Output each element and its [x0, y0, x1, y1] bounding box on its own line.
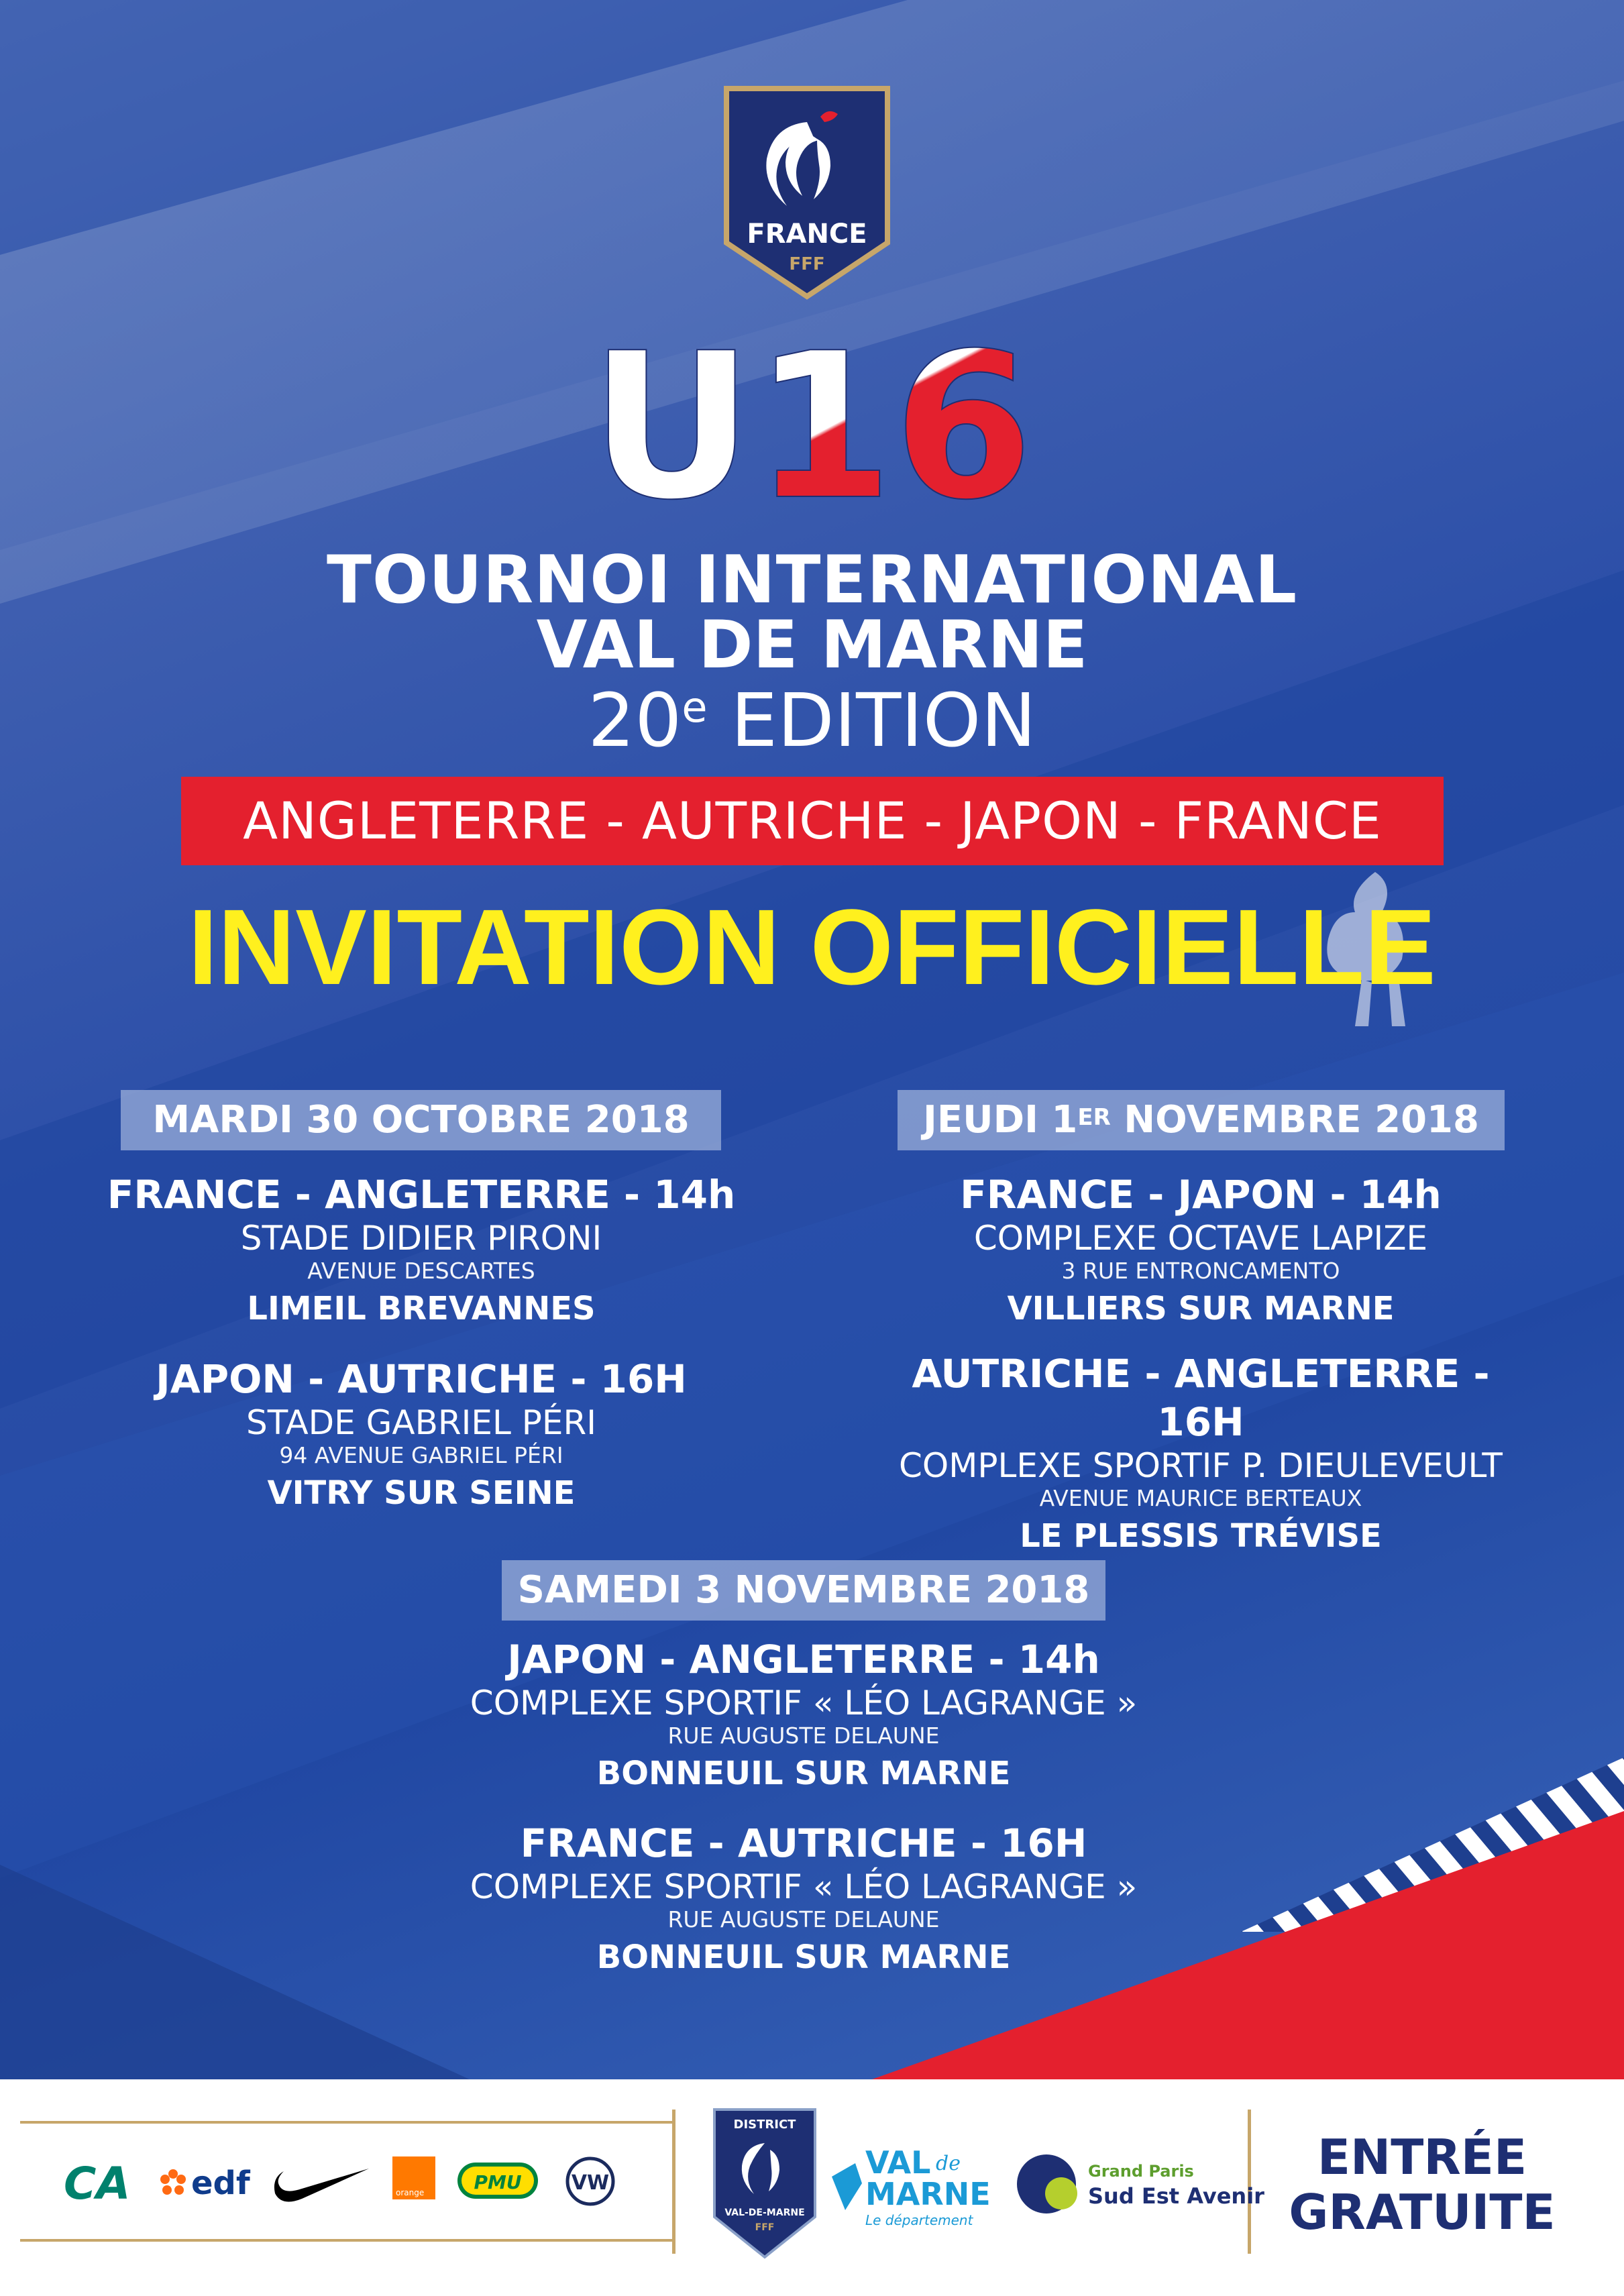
- match-city: LE PLESSIS TRÉVISE: [1020, 1517, 1382, 1555]
- match-name: FRANCE - AUTRICHE - 16H: [520, 1820, 1087, 1866]
- blue-corner: [0, 1865, 470, 2079]
- match-address: AVENUE DESCARTES: [307, 1258, 535, 1284]
- edition-label: [0, 677, 1624, 763]
- match-day3-1: [468, 1635, 1139, 1798]
- svg-text:VAL: VAL: [865, 2144, 931, 2181]
- svg-text:VAL-DE-MARNE: VAL-DE-MARNE: [724, 2207, 805, 2218]
- edf-flower-icon: [160, 2169, 186, 2195]
- date-day2-sup: ER: [1077, 1104, 1111, 1131]
- match-address: AVENUE MAURICE BERTEAUX: [1039, 1485, 1362, 1511]
- district-crest-logo: [708, 2103, 822, 2264]
- val-de-marne-logo: [828, 2136, 1003, 2237]
- match-day1-2: [86, 1355, 757, 1517]
- divider-2: [1248, 2110, 1251, 2254]
- svg-text:Grand Paris: Grand Paris: [1088, 2162, 1194, 2181]
- match-city: VILLIERS SUR MARNE: [1007, 1290, 1395, 1327]
- orange-logo: [392, 2156, 439, 2210]
- invitation-heading: INVITATION OFFICIELLE: [188, 887, 1436, 1007]
- edf-logo: [154, 2156, 262, 2210]
- match-name: AUTRICHE - ANGLETERRE - 16H: [912, 1351, 1490, 1445]
- svg-text:DISTRICT: DISTRICT: [733, 2118, 796, 2132]
- free-entry-label: [1275, 2130, 1570, 2240]
- svg-text:de: de: [936, 2152, 961, 2175]
- val-de-marne-shape-icon: [832, 2163, 862, 2210]
- match-city: LIMEIL BREVANNES: [247, 1290, 596, 1327]
- match-day3-2: [468, 1819, 1139, 1981]
- svg-text:Le département: Le département: [865, 2212, 973, 2228]
- entree-line2: GRATUITE: [1289, 2184, 1556, 2240]
- match-venue: STADE DIDIER PIRONI: [240, 1219, 602, 1258]
- date-tab-day1: [121, 1090, 721, 1150]
- pmu-logo: [456, 2158, 550, 2205]
- date-tab-day2: [898, 1090, 1505, 1150]
- match-venue: STADE GABRIEL PÉRI: [246, 1403, 596, 1442]
- match-day2-2: [865, 1350, 1536, 1560]
- fff-crest-logo: [706, 75, 908, 303]
- volkswagen-logo: [563, 2154, 617, 2208]
- match-name: FRANCE - JAPON - 14h: [960, 1172, 1442, 1217]
- edition-word: EDITION: [707, 677, 1036, 763]
- credit-agricole-logo: [57, 2153, 138, 2213]
- match-venue: COMPLEXE OCTAVE LAPIZE: [973, 1219, 1428, 1258]
- crest-sub: FFF: [789, 254, 825, 274]
- match-city: BONNEUIL SUR MARNE: [596, 1755, 1011, 1792]
- crest-label: FRANCE: [747, 219, 867, 250]
- teams-banner: ANGLETERRE - AUTRICHE - JAPON - FRANCE: [181, 777, 1444, 865]
- match-name: JAPON - ANGLETERRE - 14h: [507, 1637, 1100, 1682]
- match-venue: COMPLEXE SPORTIF P. DIEULEVEULT: [899, 1446, 1503, 1485]
- date-day2: JEUDI 1: [923, 1098, 1078, 1142]
- match-address: 3 RUE ENTRONCAMENTO: [1061, 1258, 1340, 1284]
- match-day2-1: [865, 1170, 1536, 1333]
- match-city: BONNEUIL SUR MARNE: [596, 1938, 1011, 1976]
- svg-text:VW: VW: [571, 2171, 610, 2195]
- edition-sup: e: [682, 683, 708, 732]
- match-name: FRANCE - ANGLETERRE - 14h: [107, 1172, 736, 1217]
- sponsor-frame-top: [20, 2121, 674, 2124]
- match-venue: COMPLEXE SPORTIF « LÉO LAGRANGE »: [470, 1684, 1138, 1723]
- match-name: JAPON - AUTRICHE - 16H: [156, 1356, 687, 1402]
- divider-1: [672, 2110, 675, 2254]
- match-address: 94 AVENUE GABRIEL PÉRI: [279, 1442, 563, 1468]
- match-address: RUE AUGUSTE DELAUNE: [667, 1906, 940, 1932]
- footer: [0, 2079, 1624, 2296]
- match-day1-1: [86, 1170, 757, 1333]
- svg-text:CA: CA: [64, 2158, 131, 2209]
- title-line-2: VAL DE MARNE: [536, 607, 1088, 684]
- match-venue: COMPLEXE SPORTIF « LÉO LAGRANGE »: [470, 1867, 1138, 1906]
- u16-logo: [590, 310, 1034, 544]
- svg-text:FFF: FFF: [755, 2222, 775, 2233]
- date-day1: MARDI 30 OCTOBRE 2018: [152, 1098, 690, 1142]
- sponsor-frame-bottom: [20, 2239, 674, 2242]
- svg-text:MARNE: MARNE: [865, 2176, 991, 2212]
- svg-text:orange: orange: [396, 2188, 425, 2197]
- nike-swoosh-icon: [272, 2160, 372, 2207]
- entree-line1: ENTRÉE: [1317, 2129, 1527, 2185]
- grand-paris-logo: [1013, 2146, 1264, 2227]
- svg-text:edf: edf: [191, 2165, 250, 2202]
- date-day2-post: NOVEMBRE 2018: [1110, 1098, 1479, 1142]
- edition-number: 20: [588, 677, 682, 763]
- svg-text:Sud Est Avenir: Sud Est Avenir: [1088, 2183, 1264, 2209]
- date-day3: SAMEDI 3 NOVEMBRE 2018: [517, 1568, 1090, 1612]
- match-city: VITRY SUR SEINE: [267, 1474, 576, 1512]
- u16-text: U16: [590, 310, 1034, 544]
- svg-text:PMU: PMU: [474, 2171, 522, 2193]
- date-tab-day3: [502, 1560, 1105, 1621]
- match-address: RUE AUGUSTE DELAUNE: [667, 1723, 940, 1749]
- title-line-1: TOURNOI INTERNATIONAL: [326, 542, 1298, 618]
